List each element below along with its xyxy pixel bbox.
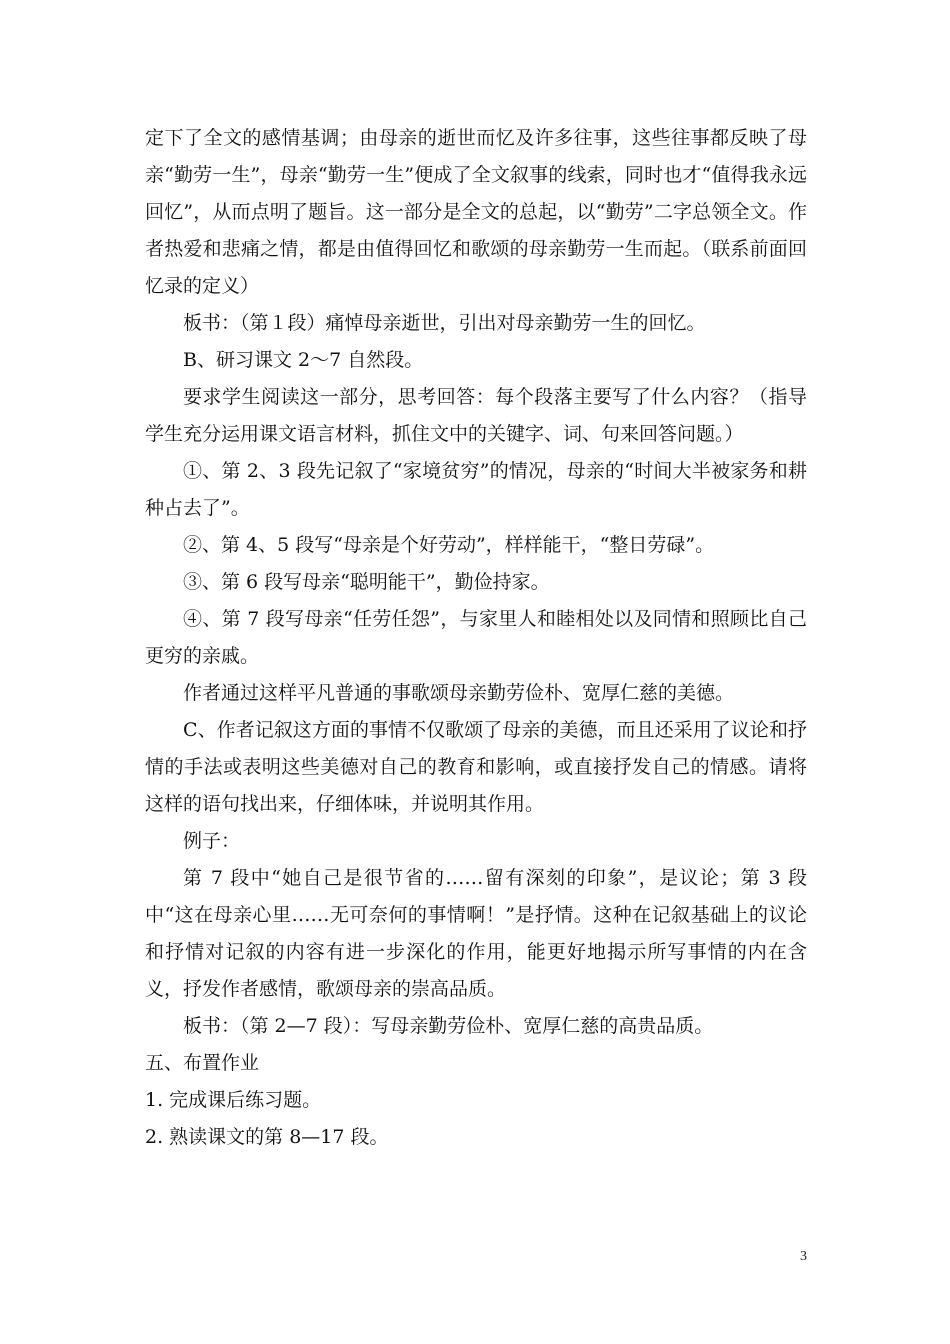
document-body: [145, 120, 807, 1156]
paragraph-12: 第 7 段中“她自己是很节省的……留有深刻的印象”，是议论；第 3 段中“这在母亲心里……无可奈何的事情啊！”是抒情。这种在记叙基础上的议论和抒情对记叙的内容有进一步深化的作用，能更好地揭示所写事情的内在含义，抒发作者感情，歌颂母亲的崇高品质。: [145, 867, 807, 1000]
paragraph-13: 板书：（第 2—7 段）：写母亲勤劳俭朴、宽厚仁慈的高贵品质。: [183, 1015, 714, 1037]
paragraph-5: ①、第 2、3 段先记叙了“家境贫穷”的情况，母亲的“时间大半被家务和耕种占去了”。: [145, 460, 807, 519]
page-number: 3: [800, 1249, 807, 1264]
paragraph-8: ④、第 7 段写母亲“任劳任怨”，与家里人和睦相处以及同情和照顾比自己更穷的亲戚。: [145, 608, 807, 667]
paragraph-1: 定下了全文的感情基调；由母亲的逝世而忆及许多往事，这些往事都反映了母亲“勤劳一生”，母亲“勤劳一生”便成了全文叙事的线索，同时也才“值得我永远回忆”，从而点明了题旨。这一部分是全文的总起，以“勤劳”二字总领全文。作者热爱和悲痛之情，都是由值得回忆和歌颂的母亲勤劳一生而起。（联系前面回忆录的定义）: [145, 127, 807, 297]
section-heading-assignment: 五、布置作业: [145, 1052, 260, 1074]
paragraph-11: 例子：: [183, 830, 241, 852]
paragraph-2: 板书：（第１段）痛悼母亲逝世，引出对母亲勤劳一生的回忆。: [183, 312, 706, 334]
paragraph-3: B、研习课文 2～7 自然段。: [183, 349, 424, 371]
paragraph-7: ③、第 6 段写母亲“聪明能干”，勤俭持家。: [183, 571, 550, 593]
assignment-item-1: 1. 完成课后练习题。: [145, 1089, 322, 1111]
paragraph-10: C、作者记叙这方面的事情不仅歌颂了母亲的美德，而且还采用了议论和抒情的手法或表明这些美德对自己的教育和影响，或直接抒发自己的情感。请将这样的语句找出来，仔细体味，并说明其作用。: [145, 719, 807, 815]
paragraph-6: ②、第 4、5 段写“母亲是个好劳动”，样样能干，“整日劳碌”。: [183, 534, 715, 556]
paragraph-9: 作者通过这样平凡普通的事歌颂母亲勤劳俭朴、宽厚仁慈的美德。: [183, 682, 735, 704]
paragraph-4: 要求学生阅读这一部分，思考回答：每个段落主要写了什么内容？（指导学生充分运用课文语言材料，抓住文中的关键字、词、句来回答问题。）: [145, 386, 807, 445]
assignment-item-2: 2. 熟读课文的第 8—17 段。: [145, 1126, 389, 1148]
